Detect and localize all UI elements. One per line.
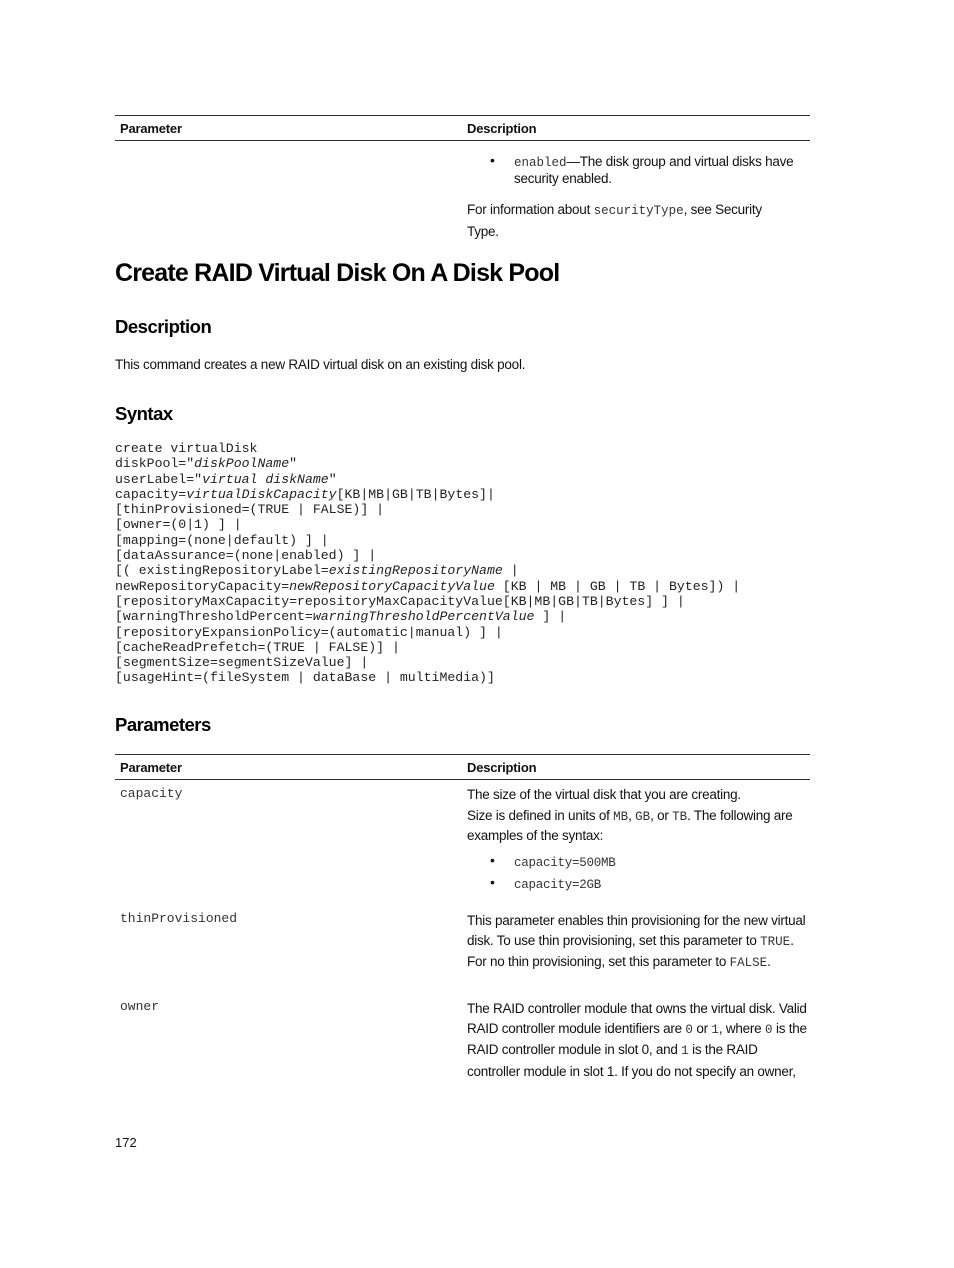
continuation-table — [115, 115, 810, 141]
syntax-literal: [mapping=(none|default) ] | — [115, 532, 329, 548]
syntax-literal: [thinProvisioned=(TRUE | FALSE)] | — [115, 502, 385, 518]
syntax-line — [115, 609, 740, 624]
header-parameter: Parameter — [120, 760, 182, 775]
code-true: TRUE — [760, 934, 791, 949]
syntax-literal: newRepositoryCapacity= — [115, 578, 290, 594]
syntax-literal: [owner=(0|1) ] | — [115, 517, 242, 533]
header-description: Description — [467, 121, 537, 136]
bullet-enabled-text: —The disk group and virtual disks have security enabled. — [514, 154, 794, 186]
code-mb: MB — [613, 810, 629, 824]
syntax-literal: [repositoryExpansionPolicy=(automatic|manual) ] | — [115, 624, 503, 640]
syntax-literal: create virtualDisk — [115, 441, 258, 456]
syntax-variable: newRepositoryCapacityValue — [289, 578, 495, 594]
example-500mb: capacity=500MB — [514, 856, 616, 870]
syntax-literal: [cacheReadPrefetch=(TRUE | FALSE)] | — [115, 639, 400, 655]
syntax-code-block — [115, 441, 740, 686]
syntax-line — [115, 472, 740, 487]
syntax-literal: [warningThresholdPercent= — [115, 609, 313, 625]
syntax-line — [115, 640, 740, 655]
code-1: 1 — [681, 1044, 689, 1058]
syntax-line — [115, 441, 740, 456]
syntax-literal: [segmentSize=segmentSizeValue] | — [115, 655, 369, 671]
owner-text-e: is the RAID controller module in slot 1. If you do not specify an owner, — [467, 1042, 796, 1079]
param-capacity: capacity — [120, 786, 183, 801]
syntax-line — [115, 563, 740, 578]
syntax-literal: diskPool=" — [115, 456, 195, 472]
capacity-desc-1: The size of the virtual disk that you are creating. — [467, 787, 741, 802]
syntax-line — [115, 502, 740, 517]
syntax-line — [115, 548, 740, 563]
syntax-literal: [KB|MB|GB|TB|Bytes]| — [336, 486, 495, 502]
syntax-variable: virtual diskName — [202, 471, 329, 487]
syntax-literal: [dataAssurance=(none|enabled) ] | — [115, 548, 377, 564]
syntax-literal: " — [328, 471, 337, 487]
syntax-line — [115, 670, 740, 685]
capacity-units-suffix: . The following are examples of the syntax: — [467, 808, 793, 843]
info-suffix: , see Security Type. — [467, 202, 762, 239]
syntax-variable: existingRepositoryName — [328, 563, 503, 579]
syntax-line — [115, 655, 740, 670]
code-1: 1 — [711, 1022, 719, 1037]
syntax-line — [115, 594, 740, 609]
sep: , — [628, 808, 636, 823]
syntax-variable: diskPoolName — [194, 456, 290, 472]
syntax-literal: | — [502, 563, 519, 579]
thin-text-c: . — [767, 954, 771, 969]
security-type-info — [467, 200, 787, 241]
syntax-literal: " — [289, 456, 298, 472]
syntax-literal: [repositoryMaxCapacity=repositoryMaxCapacityValue[KB|MB|GB|TB|Bytes] ] | — [115, 593, 685, 609]
header-description: Description — [467, 760, 537, 775]
syntax-line — [115, 517, 740, 532]
capacity-units-prefix: Size is defined in units of — [467, 808, 614, 823]
owner-text-b: or — [692, 1020, 712, 1036]
example-2gb: capacity=2GB — [514, 878, 602, 892]
header-parameter: Parameter — [120, 121, 182, 136]
owner-text-a: The RAID controller module that owns the virtual disk. Valid RAID controller module identifiers are — [467, 1001, 807, 1036]
thin-text-b: . For no thin provisioning, set this parameter to — [467, 932, 794, 969]
syntax-literal: capacity= — [115, 486, 187, 502]
bullet-dot: • — [490, 852, 495, 868]
owner-text-d: is the RAID controller module in slot 0, and — [467, 1020, 807, 1057]
code-enabled: enabled — [514, 156, 567, 170]
owner-desc — [467, 999, 807, 1081]
info-prefix: For information about — [467, 202, 594, 217]
param-thinprovisioned: thinProvisioned — [120, 911, 238, 926]
bullet-enabled — [514, 154, 809, 187]
code-0: 0 — [685, 1022, 693, 1037]
bullet-dot: • — [490, 152, 495, 168]
code-0: 0 — [764, 1022, 773, 1037]
thinprovisioned-desc — [467, 911, 812, 974]
sep: , or — [650, 808, 673, 823]
syntax-literal: [KB | MB | GB | TB | Bytes]) | — [494, 578, 741, 594]
syntax-literal: [( existingRepositoryLabel= — [115, 563, 329, 579]
parameters-heading: Parameters — [115, 714, 211, 735]
code-gb: GB — [635, 810, 651, 824]
syntax-line — [115, 487, 740, 502]
bullet-dot: • — [490, 874, 495, 890]
description-text: This command creates a new RAID virtual disk on an existing disk pool. — [115, 357, 526, 372]
syntax-variable: virtualDiskCapacity — [186, 486, 337, 502]
thin-text-a: This parameter enables thin provisioning for the new virtual disk. To use thin provisioning, set this parameter to — [467, 913, 806, 948]
syntax-literal: ] | — [534, 609, 567, 625]
parameters-table — [115, 754, 810, 780]
code-securitytype: securityType — [593, 204, 684, 218]
section-title: Create RAID Virtual Disk On A Disk Pool — [115, 259, 560, 287]
capacity-desc-2 — [467, 807, 807, 844]
syntax-line — [115, 456, 740, 471]
table-header — [115, 115, 810, 141]
code-false: FALSE — [729, 956, 768, 970]
table-header — [115, 754, 810, 780]
syntax-line — [115, 625, 740, 640]
param-owner: owner — [120, 999, 160, 1014]
owner-text-c: , where — [718, 1020, 765, 1036]
description-heading: Description — [115, 316, 212, 337]
code-tb: TB — [672, 810, 688, 824]
syntax-literal: [usageHint=(fileSystem | dataBase | multiMedia)] — [115, 670, 495, 686]
page-number: 172 — [115, 1135, 137, 1150]
syntax-line — [115, 579, 740, 594]
syntax-literal: userLabel=" — [115, 471, 203, 487]
syntax-heading: Syntax — [115, 403, 173, 424]
syntax-line — [115, 533, 740, 548]
syntax-variable: warningThresholdPercentValue — [312, 609, 535, 625]
